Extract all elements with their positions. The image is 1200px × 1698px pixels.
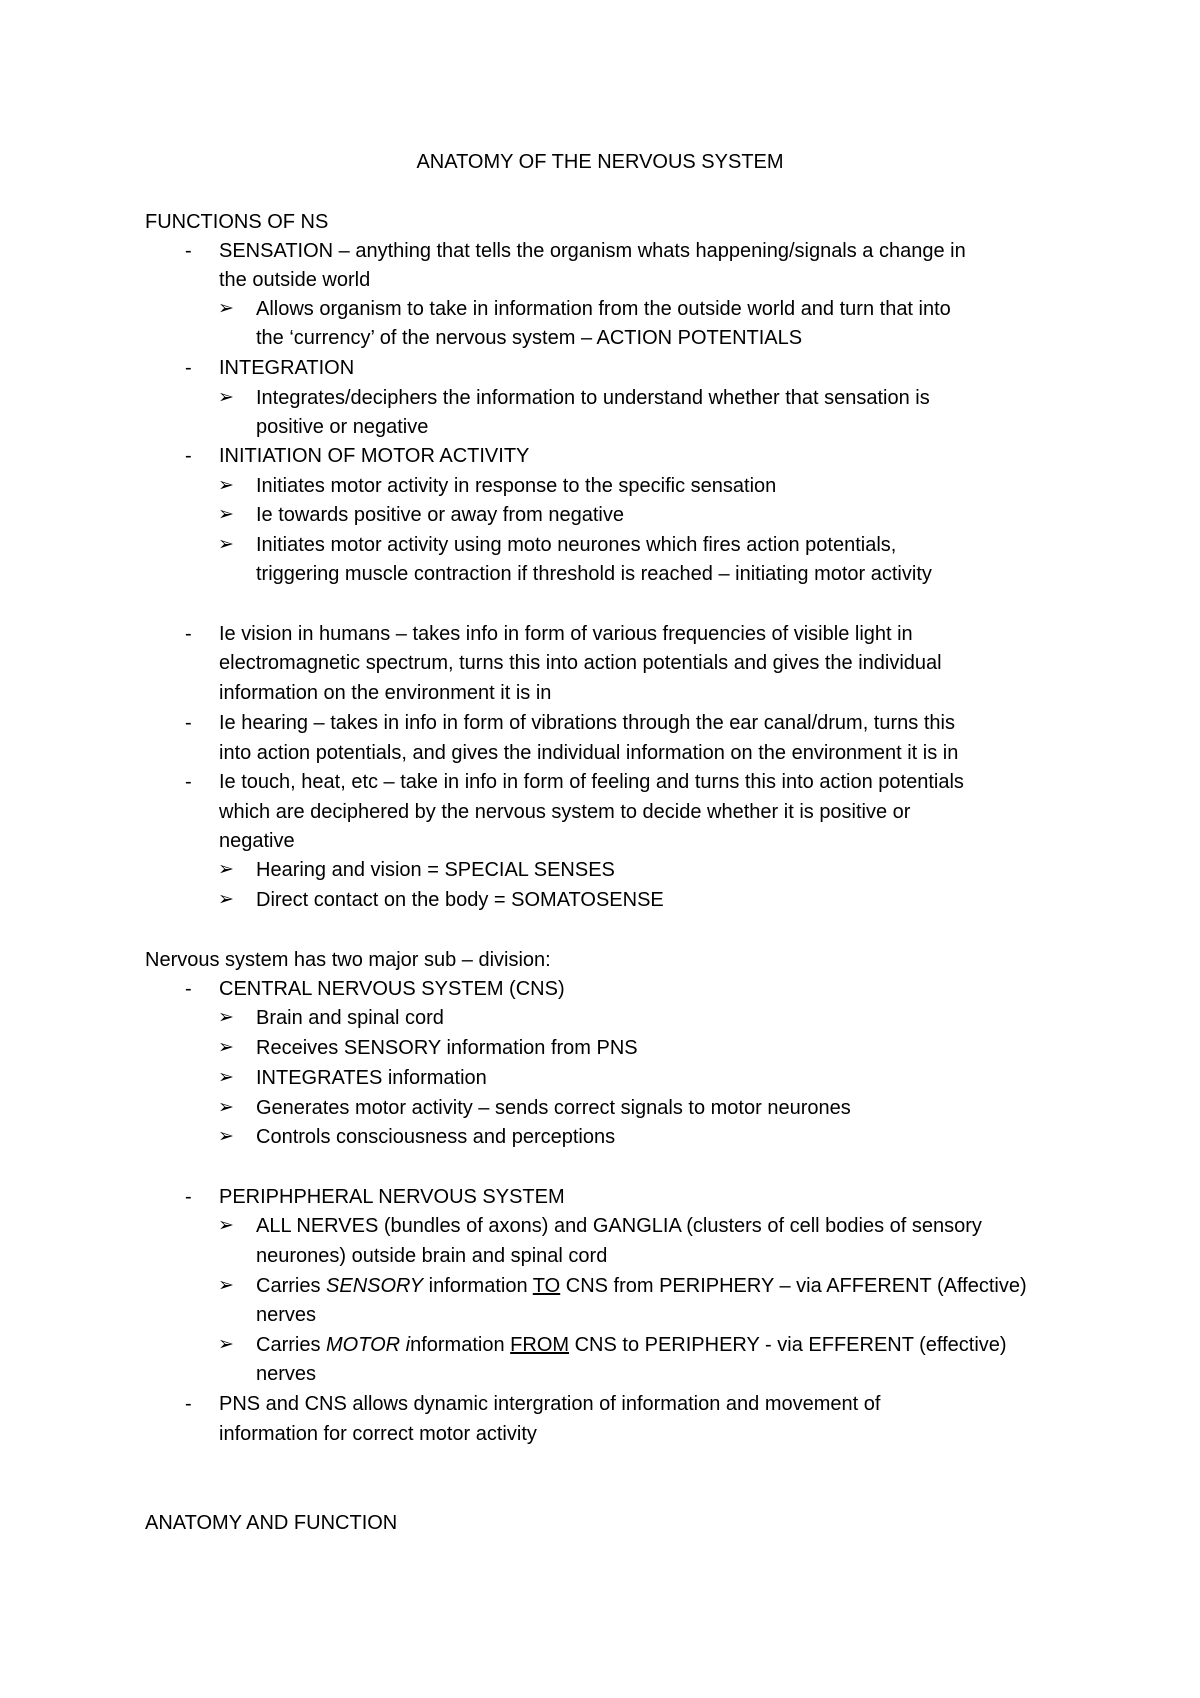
integration-summary: PNS and CNS allows dynamic intergration of information and movement of (219, 1393, 881, 1415)
pns-point-2-part: CNS from PERIPHERY – via AFFERENT (Affective) (560, 1275, 1027, 1297)
pns-point-1-cont: neurones) outside brain and spinal cord (256, 1245, 608, 1267)
touch-text-cont: negative (219, 830, 295, 852)
motor-point-3: Initiates motor activity using moto neurones which fires action potentials, (256, 534, 897, 556)
pns-point-3-part: nformation (410, 1334, 511, 1356)
dash-bullet: - (185, 357, 192, 379)
arrow-bullet-icon: ➢ (218, 1275, 234, 1296)
dash-bullet: - (185, 1186, 192, 1208)
hearing-text-cont: into action potentials, and gives the individual information on the environment it is in (219, 742, 959, 764)
arrow-bullet-icon: ➢ (218, 1067, 234, 1088)
sensation-point-cont: the ‘currency’ of the nervous system – ACTION POTENTIALS (256, 327, 803, 349)
integration-point-cont: positive or negative (256, 416, 429, 438)
pns-point-2-part: Carries (256, 1275, 327, 1297)
motor-text: INITIATION OF MOTOR ACTIVITY (219, 445, 530, 467)
arrow-bullet-icon: ➢ (218, 298, 234, 319)
touch-point-1: Hearing and vision = SPECIAL SENSES (256, 859, 615, 881)
anatomy-heading: ANATOMY AND FUNCTION (145, 1512, 398, 1534)
dash-bullet: - (185, 445, 192, 467)
pns-point-2-cont: nerves (256, 1304, 317, 1326)
pns-point-3-part: CNS to PERIPHERY - via EFFERENT (effective) (569, 1334, 1007, 1356)
from-underlined: FROM (510, 1334, 570, 1356)
pns-point-2-part: information (423, 1275, 533, 1297)
arrow-bullet-icon: ➢ (218, 1097, 234, 1118)
motor-point-1: Initiates motor activity in response to the specific sensation (256, 475, 777, 497)
pns-point-3-part: Carries (256, 1334, 327, 1356)
integration-point: Integrates/deciphers the information to understand whether that sensation is (256, 387, 930, 409)
vision-text-cont: electromagnetic spectrum, turns this into action potentials and gives the individual (219, 652, 942, 674)
pns-point-3-cont: nerves (256, 1363, 317, 1385)
arrow-bullet-icon: ➢ (218, 534, 234, 555)
integration-summary-cont: information for correct motor activity (219, 1423, 537, 1445)
dash-bullet: - (185, 240, 192, 262)
arrow-bullet-icon: ➢ (218, 889, 234, 910)
to-underlined: TO (532, 1275, 561, 1297)
arrow-bullet-icon: ➢ (218, 859, 234, 880)
integration-text: INTEGRATION (219, 357, 355, 379)
dash-bullet: - (185, 712, 192, 734)
arrow-bullet-icon: ➢ (218, 1037, 234, 1058)
touch-text-cont: which are deciphered by the nervous system to decide whether it is positive or (219, 801, 911, 823)
pns-point-3 (256, 1333, 1007, 1357)
subdivision-heading: Nervous system has two major sub – division: (145, 949, 551, 971)
dash-bullet: - (185, 623, 192, 645)
functions-heading: FUNCTIONS OF NS (145, 211, 329, 233)
cns-point-1: Brain and spinal cord (256, 1007, 444, 1029)
dash-bullet: - (185, 771, 192, 793)
arrow-bullet-icon: ➢ (218, 387, 234, 408)
dash-bullet: - (185, 1393, 192, 1415)
vision-text-cont: information on the environment it is in (219, 682, 552, 704)
sensory-emphasis: SENSORY (326, 1275, 424, 1297)
sensation-text-cont: the outside world (219, 269, 371, 291)
motor-point-3-cont: triggering muscle contraction if threshold is reached – initiating motor activity (256, 563, 932, 585)
touch-point-2: Direct contact on the body = SOMATOSENSE (256, 889, 664, 911)
arrow-bullet-icon: ➢ (218, 475, 234, 496)
cns-point-5: Controls consciousness and perceptions (256, 1126, 616, 1148)
arrow-bullet-icon: ➢ (218, 504, 234, 525)
arrow-bullet-icon: ➢ (218, 1215, 234, 1236)
vision-text: Ie vision in humans – takes info in form of various frequencies of visible light in (219, 623, 913, 645)
pns-text: PERIPHPHERAL NERVOUS SYSTEM (219, 1186, 565, 1208)
motor-point-2: Ie towards positive or away from negative (256, 504, 624, 526)
arrow-bullet-icon: ➢ (218, 1007, 234, 1028)
cns-point-4: Generates motor activity – sends correct signals to motor neurones (256, 1097, 851, 1119)
cns-point-2: Receives SENSORY information from PNS (256, 1037, 638, 1059)
motor-emphasis: MOTOR i (326, 1334, 411, 1356)
dash-bullet: - (185, 978, 192, 1000)
arrow-bullet-icon: ➢ (218, 1126, 234, 1147)
cns-point-3: INTEGRATES information (256, 1067, 487, 1089)
pns-point-1: ALL NERVES (bundles of axons) and GANGLIA (clusters of cell bodies of sensory (256, 1215, 982, 1237)
sensation-text: SENSATION – anything that tells the organism whats happening/signals a change in (219, 240, 966, 262)
pns-point-2 (256, 1274, 1027, 1298)
sensation-point: Allows organism to take in information from the outside world and turn that into (256, 298, 951, 320)
touch-text: Ie touch, heat, etc – take in info in form of feeling and turns this into action potentials (219, 771, 964, 793)
document-title: ANATOMY OF THE NERVOUS SYSTEM (416, 151, 784, 173)
arrow-bullet-icon: ➢ (218, 1334, 234, 1355)
hearing-text: Ie hearing – takes in info in form of vibrations through the ear canal/drum, turns this (219, 712, 955, 734)
cns-text: CENTRAL NERVOUS SYSTEM (CNS) (219, 978, 565, 1000)
